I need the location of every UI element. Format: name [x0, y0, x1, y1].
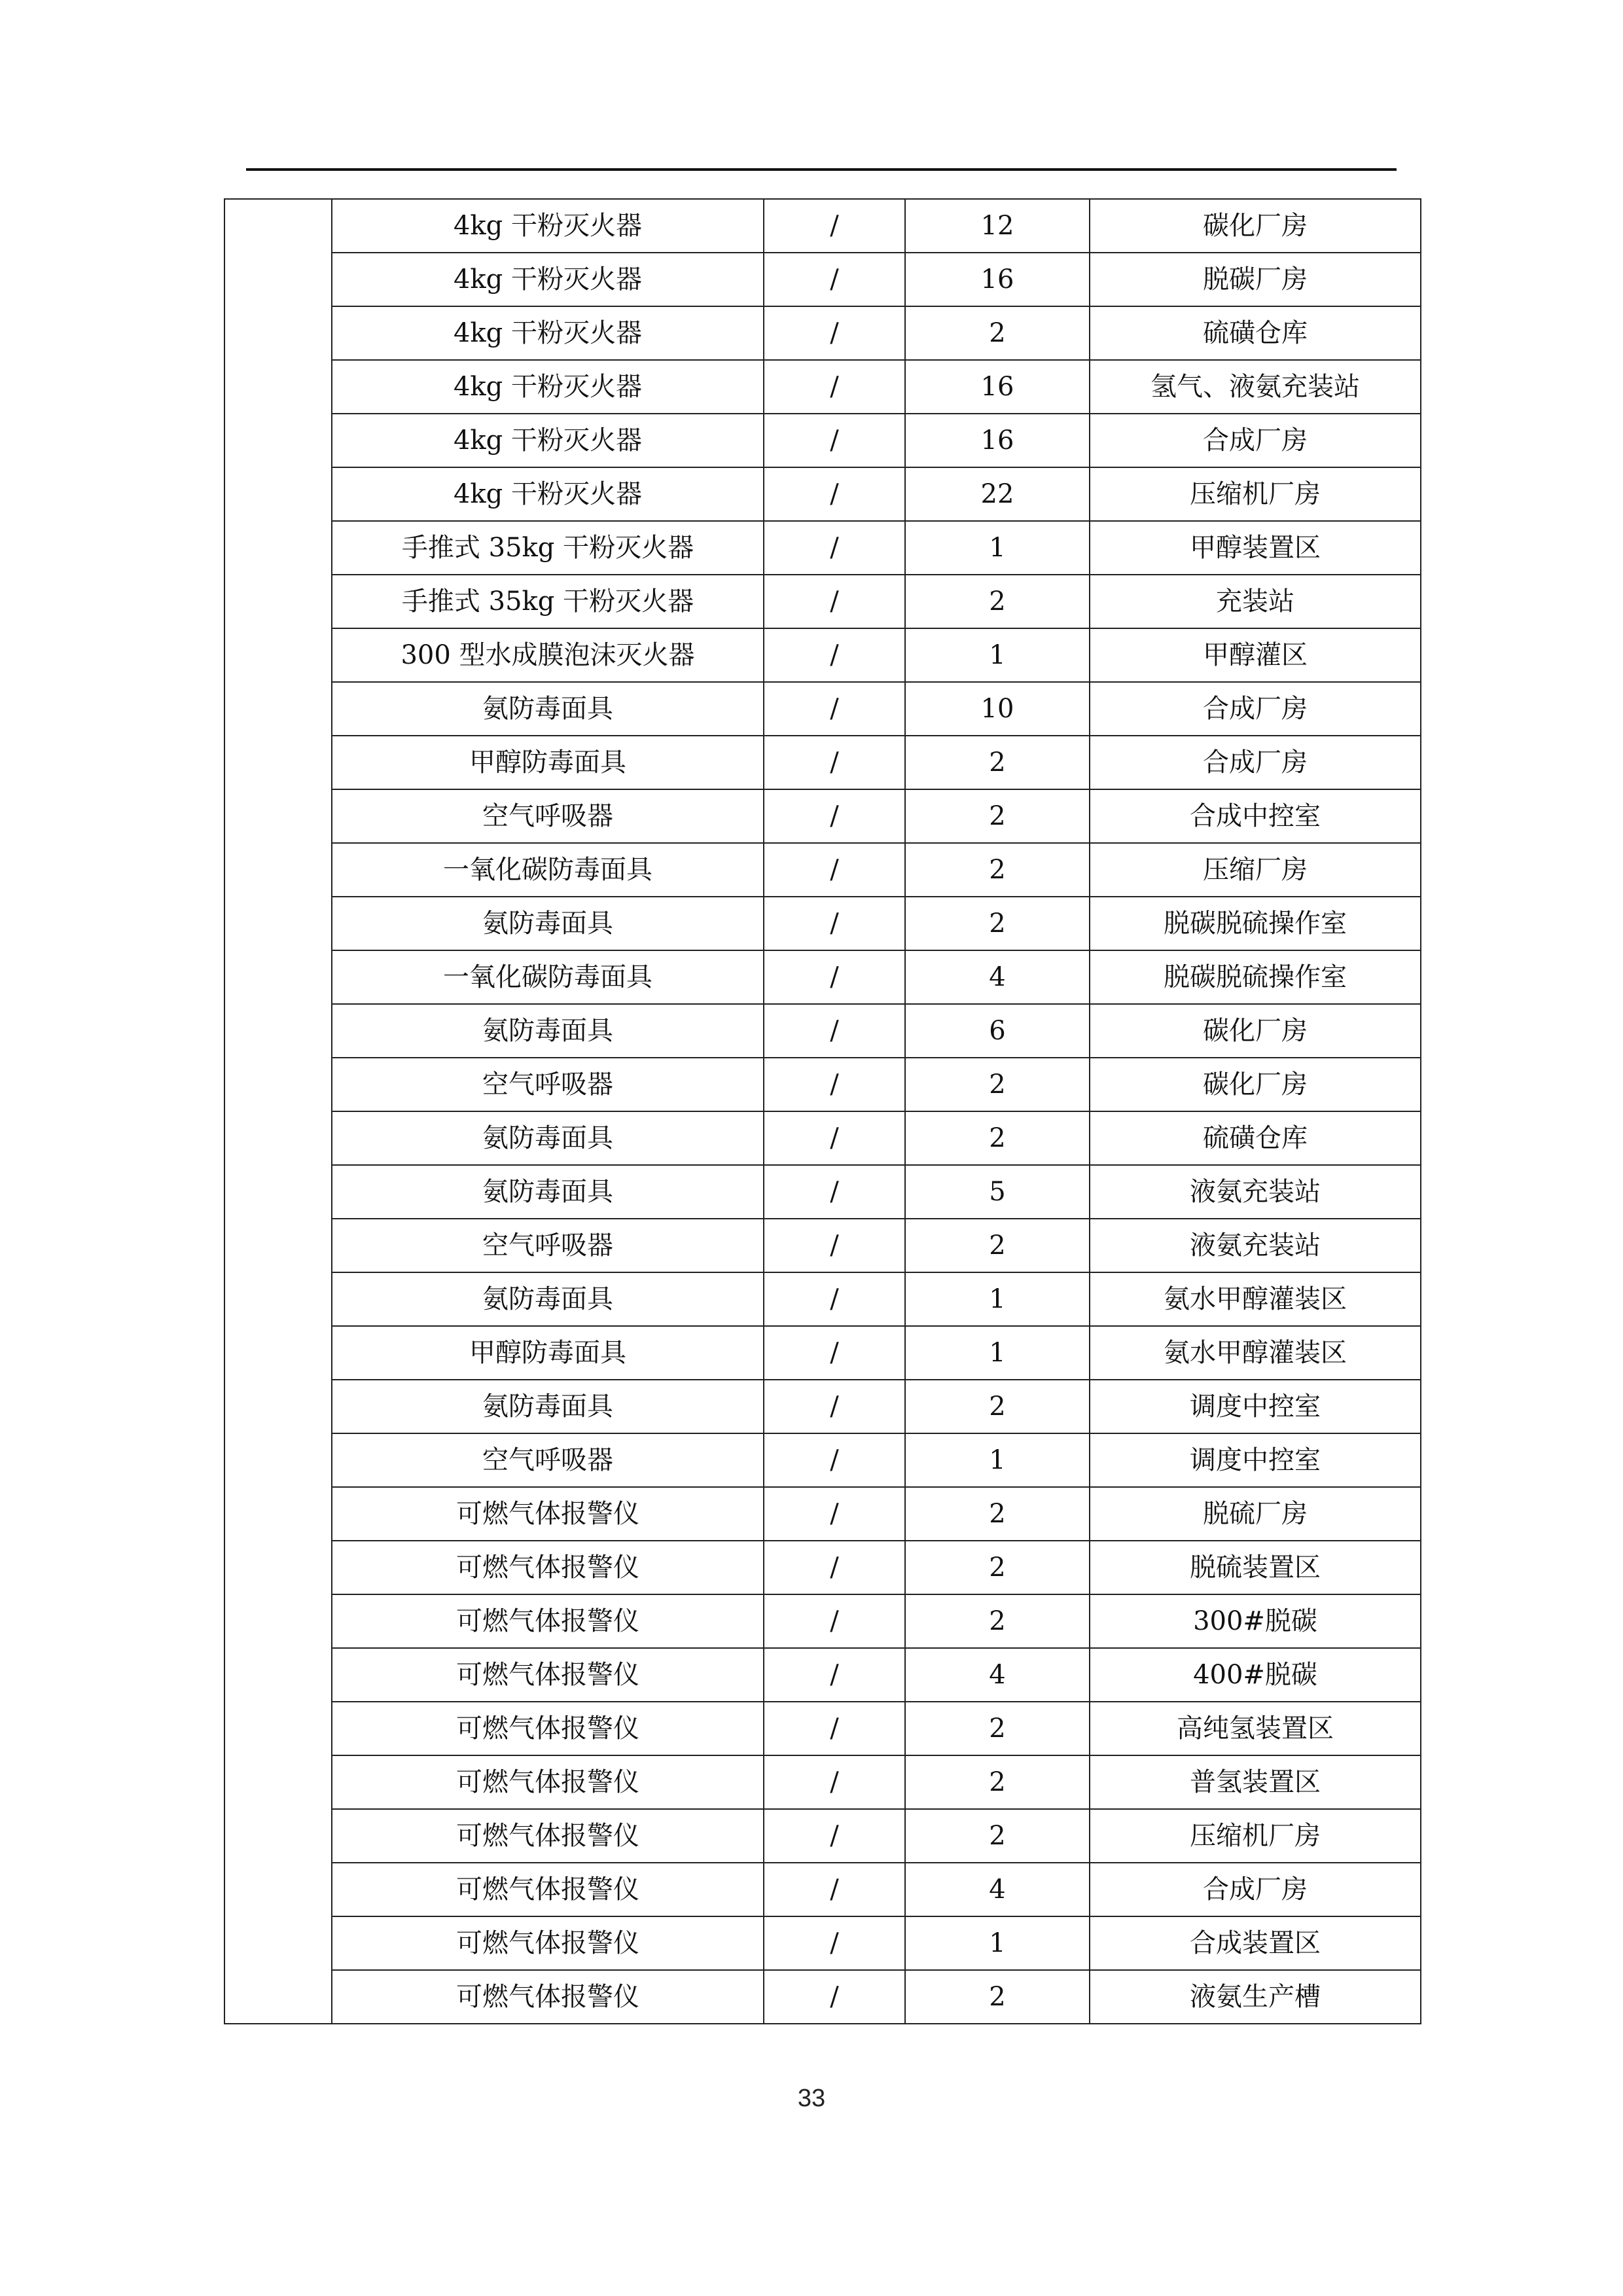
location-cell: 氢气、液氨充装站: [1090, 360, 1421, 414]
specification-cell: /: [764, 682, 905, 736]
quantity-cell: 1: [905, 1272, 1090, 1326]
quantity-cell: 22: [905, 467, 1090, 521]
location-cell: 充装站: [1090, 575, 1421, 628]
quantity-cell: 2: [905, 1219, 1090, 1272]
table-row: [224, 306, 1421, 360]
location-cell: 压缩厂房: [1090, 843, 1421, 897]
specification-cell: /: [764, 1433, 905, 1487]
quantity-cell: 2: [905, 1487, 1090, 1541]
specification-cell: /: [764, 1594, 905, 1648]
quantity-cell: 4: [905, 1648, 1090, 1702]
equipment-name-cell: 空气呼吸器: [332, 1058, 764, 1111]
table-row: [224, 897, 1421, 950]
table-row: [224, 1541, 1421, 1594]
table-row: [224, 628, 1421, 682]
specification-cell: /: [764, 628, 905, 682]
location-cell: 氨水甲醇灌装区: [1090, 1272, 1421, 1326]
equipment-name-cell: 氨防毒面具: [332, 897, 764, 950]
quantity-cell: 2: [905, 1755, 1090, 1809]
quantity-cell: 2: [905, 843, 1090, 897]
table-row: [224, 1970, 1421, 2024]
specification-cell: /: [764, 843, 905, 897]
table-row: [224, 682, 1421, 736]
table-row: [224, 1648, 1421, 1702]
specification-cell: /: [764, 1863, 905, 1916]
equipment-name-cell: 氨防毒面具: [332, 1165, 764, 1219]
table-row: [224, 1594, 1421, 1648]
specification-cell: /: [764, 575, 905, 628]
table-row: [224, 1272, 1421, 1326]
specification-cell: /: [764, 789, 905, 843]
equipment-name-cell: 可燃气体报警仪: [332, 1863, 764, 1916]
quantity-cell: 2: [905, 1541, 1090, 1594]
table-row: [224, 1863, 1421, 1916]
table-row: [224, 1058, 1421, 1111]
table-row: [224, 199, 1421, 253]
specification-cell: /: [764, 199, 905, 253]
table-row: [224, 1433, 1421, 1487]
quantity-cell: 4: [905, 1863, 1090, 1916]
quantity-cell: 12: [905, 199, 1090, 253]
quantity-cell: 16: [905, 253, 1090, 306]
location-cell: 脱碳脱硫操作室: [1090, 950, 1421, 1004]
location-cell: 碳化厂房: [1090, 1004, 1421, 1058]
equipment-table-container: [224, 198, 1421, 2024]
specification-cell: /: [764, 360, 905, 414]
specification-cell: /: [764, 1755, 905, 1809]
specification-cell: /: [764, 1058, 905, 1111]
specification-cell: /: [764, 1111, 905, 1165]
specification-cell: /: [764, 1541, 905, 1594]
location-cell: 液氨充装站: [1090, 1219, 1421, 1272]
table-row: [224, 950, 1421, 1004]
quantity-cell: 6: [905, 1004, 1090, 1058]
quantity-cell: 2: [905, 306, 1090, 360]
quantity-cell: 16: [905, 414, 1090, 467]
equipment-name-cell: 甲醇防毒面具: [332, 1326, 764, 1380]
table-row: [224, 736, 1421, 789]
table-row: [224, 467, 1421, 521]
equipment-name-cell: 一氧化碳防毒面具: [332, 843, 764, 897]
location-cell: 合成装置区: [1090, 1916, 1421, 1970]
table-row: [224, 1755, 1421, 1809]
equipment-table-body: [224, 199, 1421, 2024]
quantity-cell: 2: [905, 736, 1090, 789]
location-cell: 合成厂房: [1090, 1863, 1421, 1916]
location-cell: 液氨生产槽: [1090, 1970, 1421, 2024]
location-cell: 液氨充装站: [1090, 1165, 1421, 1219]
location-cell: 碳化厂房: [1090, 199, 1421, 253]
specification-cell: /: [764, 1380, 905, 1433]
specification-cell: /: [764, 1702, 905, 1755]
location-cell: 碳化厂房: [1090, 1058, 1421, 1111]
equipment-name-cell: 可燃气体报警仪: [332, 1487, 764, 1541]
table-row: [224, 521, 1421, 575]
equipment-name-cell: 300 型水成膜泡沫灭火器: [332, 628, 764, 682]
specification-cell: /: [764, 1648, 905, 1702]
location-cell: 普氢装置区: [1090, 1755, 1421, 1809]
quantity-cell: 1: [905, 1326, 1090, 1380]
equipment-name-cell: 可燃气体报警仪: [332, 1594, 764, 1648]
quantity-cell: 1: [905, 1916, 1090, 1970]
location-cell: 合成厂房: [1090, 414, 1421, 467]
quantity-cell: 2: [905, 789, 1090, 843]
equipment-name-cell: 手推式 35kg 干粉灭火器: [332, 575, 764, 628]
quantity-cell: 4: [905, 950, 1090, 1004]
table-row: [224, 253, 1421, 306]
table-row: [224, 1165, 1421, 1219]
equipment-name-cell: 4kg 干粉灭火器: [332, 306, 764, 360]
specification-cell: /: [764, 1165, 905, 1219]
table-row: [224, 414, 1421, 467]
equipment-name-cell: 一氧化碳防毒面具: [332, 950, 764, 1004]
quantity-cell: 2: [905, 575, 1090, 628]
specification-cell: /: [764, 253, 905, 306]
equipment-name-cell: 氨防毒面具: [332, 1272, 764, 1326]
quantity-cell: 2: [905, 1594, 1090, 1648]
equipment-name-cell: 4kg 干粉灭火器: [332, 414, 764, 467]
location-cell: 高纯氢装置区: [1090, 1702, 1421, 1755]
table-row: [224, 1702, 1421, 1755]
specification-cell: /: [764, 950, 905, 1004]
equipment-name-cell: 可燃气体报警仪: [332, 1809, 764, 1863]
location-cell: 300#脱碳: [1090, 1594, 1421, 1648]
specification-cell: /: [764, 1219, 905, 1272]
equipment-name-cell: 氨防毒面具: [332, 682, 764, 736]
table-row: [224, 1111, 1421, 1165]
quantity-cell: 10: [905, 682, 1090, 736]
specification-cell: /: [764, 1272, 905, 1326]
table-row: [224, 843, 1421, 897]
quantity-cell: 2: [905, 1058, 1090, 1111]
location-cell: 脱硫厂房: [1090, 1487, 1421, 1541]
equipment-name-cell: 4kg 干粉灭火器: [332, 360, 764, 414]
location-cell: 压缩机厂房: [1090, 1809, 1421, 1863]
equipment-name-cell: 空气呼吸器: [332, 789, 764, 843]
location-cell: 甲醇装置区: [1090, 521, 1421, 575]
specification-cell: /: [764, 1326, 905, 1380]
location-cell: 调度中控室: [1090, 1380, 1421, 1433]
header-rule: [246, 168, 1397, 171]
equipment-name-cell: 可燃气体报警仪: [332, 1970, 764, 2024]
quantity-cell: 2: [905, 1702, 1090, 1755]
quantity-cell: 2: [905, 1380, 1090, 1433]
quantity-cell: 2: [905, 1111, 1090, 1165]
specification-cell: /: [764, 1487, 905, 1541]
equipment-name-cell: 4kg 干粉灭火器: [332, 253, 764, 306]
specification-cell: /: [764, 736, 905, 789]
page-number: 33: [797, 2085, 826, 2112]
location-cell: 合成厂房: [1090, 736, 1421, 789]
location-cell: 合成中控室: [1090, 789, 1421, 843]
specification-cell: /: [764, 467, 905, 521]
location-cell: 脱硫装置区: [1090, 1541, 1421, 1594]
table-row: [224, 1004, 1421, 1058]
equipment-name-cell: 可燃气体报警仪: [332, 1541, 764, 1594]
quantity-cell: 1: [905, 628, 1090, 682]
specification-cell: /: [764, 1004, 905, 1058]
specification-cell: /: [764, 1916, 905, 1970]
equipment-name-cell: 空气呼吸器: [332, 1219, 764, 1272]
location-cell: 脱碳脱硫操作室: [1090, 897, 1421, 950]
equipment-table: [224, 198, 1421, 2024]
equipment-name-cell: 氨防毒面具: [332, 1111, 764, 1165]
table-row: [224, 1809, 1421, 1863]
location-cell: 脱碳厂房: [1090, 253, 1421, 306]
specification-cell: /: [764, 897, 905, 950]
specification-cell: /: [764, 414, 905, 467]
table-row: [224, 1219, 1421, 1272]
table-row: [224, 360, 1421, 414]
location-cell: 400#脱碳: [1090, 1648, 1421, 1702]
table-row: [224, 1326, 1421, 1380]
location-cell: 合成厂房: [1090, 682, 1421, 736]
equipment-name-cell: 氨防毒面具: [332, 1380, 764, 1433]
specification-cell: /: [764, 306, 905, 360]
equipment-name-cell: 可燃气体报警仪: [332, 1755, 764, 1809]
equipment-name-cell: 可燃气体报警仪: [332, 1702, 764, 1755]
equipment-name-cell: 可燃气体报警仪: [332, 1916, 764, 1970]
category-cell: [224, 199, 332, 2024]
location-cell: 硫磺仓库: [1090, 306, 1421, 360]
equipment-name-cell: 可燃气体报警仪: [332, 1648, 764, 1702]
equipment-name-cell: 甲醇防毒面具: [332, 736, 764, 789]
location-cell: 硫磺仓库: [1090, 1111, 1421, 1165]
quantity-cell: 2: [905, 1970, 1090, 2024]
location-cell: 甲醇灌区: [1090, 628, 1421, 682]
location-cell: 调度中控室: [1090, 1433, 1421, 1487]
quantity-cell: 1: [905, 521, 1090, 575]
location-cell: 压缩机厂房: [1090, 467, 1421, 521]
equipment-name-cell: 4kg 干粉灭火器: [332, 199, 764, 253]
table-row: [224, 789, 1421, 843]
table-row: [224, 575, 1421, 628]
quantity-cell: 2: [905, 897, 1090, 950]
quantity-cell: 2: [905, 1809, 1090, 1863]
equipment-name-cell: 手推式 35kg 干粉灭火器: [332, 521, 764, 575]
equipment-name-cell: 4kg 干粉灭火器: [332, 467, 764, 521]
location-cell: 氨水甲醇灌装区: [1090, 1326, 1421, 1380]
table-row: [224, 1380, 1421, 1433]
quantity-cell: 5: [905, 1165, 1090, 1219]
quantity-cell: 16: [905, 360, 1090, 414]
table-row: [224, 1916, 1421, 1970]
table-row: [224, 1487, 1421, 1541]
specification-cell: /: [764, 521, 905, 575]
equipment-name-cell: 空气呼吸器: [332, 1433, 764, 1487]
specification-cell: /: [764, 1970, 905, 2024]
equipment-name-cell: 氨防毒面具: [332, 1004, 764, 1058]
specification-cell: /: [764, 1809, 905, 1863]
quantity-cell: 1: [905, 1433, 1090, 1487]
